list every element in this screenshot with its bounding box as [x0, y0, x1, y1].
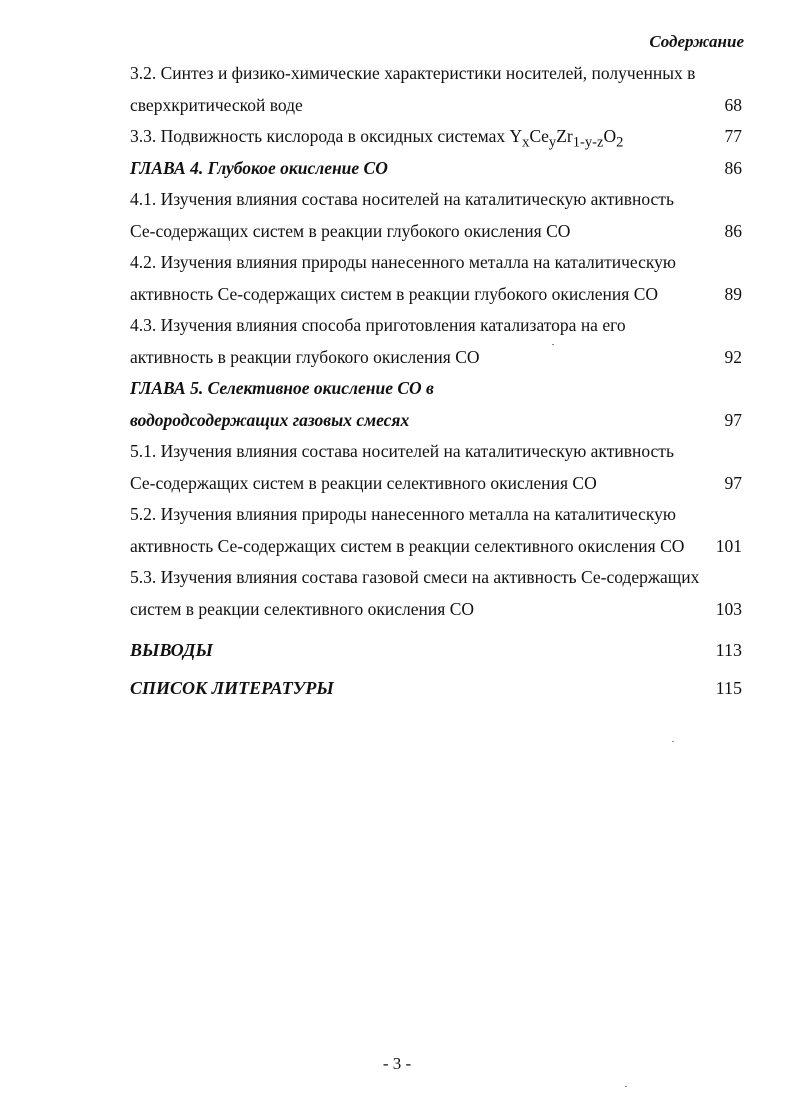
toc-entry-5-1-line1 [130, 436, 742, 468]
formula-ce: Ce [529, 126, 549, 146]
running-header: Содержание [649, 32, 744, 51]
formula-sub-x: x [522, 134, 530, 151]
scan-speck [552, 344, 554, 345]
toc-entry-5-2-line1 [130, 499, 742, 531]
toc-entry-text: активность Се-содержащих систем в реакции глубокого окисления СО [130, 283, 659, 304]
toc-entry-text: 5.1. Изучения влияния состава носителей на каталитическую активность [130, 441, 674, 461]
formula-sub-zr: 1-y-z [572, 134, 604, 151]
toc-entry-4-3-line1 [130, 310, 742, 342]
toc-references [130, 669, 742, 707]
toc-page-number: 103 [715, 598, 742, 619]
toc-chapter-5-line2 [130, 405, 742, 437]
toc-entry-3-2-line1 [130, 58, 742, 90]
toc-entry-3-3 [130, 121, 742, 153]
toc-entry-text: сверхкритической воде [130, 94, 303, 115]
toc-chapter-title: ГЛАВА 5. Селективное окисление СО в [130, 378, 434, 398]
toc-page-number: 101 [715, 535, 742, 556]
toc-entry-text: 5.3. Изучения влияния состава газовой смеси на активность Се-содержащих [130, 567, 700, 587]
toc-entry-4-2-line1 [130, 247, 742, 279]
toc-entry-text: 4.1. Изучения влияния состава носителей на каталитическую активность [130, 189, 674, 209]
toc-page-number: 97 [724, 472, 742, 493]
toc-page-number: 89 [724, 283, 742, 304]
toc-entry-text: активность Се-содержащих систем в реакции селективного окисления СО [130, 535, 685, 556]
scan-speck [625, 1086, 627, 1087]
toc-entry-prefix: 3.3. Подвижность кислорода в оксидных системах [130, 126, 510, 146]
toc-entry-text: активность в реакции глубокого окисления СО [130, 346, 480, 367]
toc-page-number: 115 [715, 678, 742, 698]
toc-entry-5-1-line2 [130, 468, 742, 500]
toc-entry-text: 5.2. Изучения влияния природы нанесенного металла на каталитическую [130, 504, 676, 524]
toc-chapter-title: ГЛАВА 4. Глубокое окисление СО [130, 157, 388, 178]
toc-page-number: 68 [724, 94, 742, 115]
toc-entry-text: систем в реакции селективного окисления СО [130, 598, 475, 619]
formula-sub-2: 2 [616, 134, 624, 151]
toc-entry-3-2-line2 [130, 90, 742, 122]
toc-entry-text: 3.2. Синтез и физико-химические характеристики носителей, полученных в [130, 63, 696, 83]
formula-o: O [603, 126, 617, 146]
toc-page-number: 77 [724, 126, 742, 146]
toc-entry-4-3-line2 [130, 342, 742, 374]
page-number: - 3 - [382, 1054, 412, 1073]
toc-page-number: 86 [724, 157, 742, 178]
toc-conclusions [130, 631, 742, 669]
toc-entry-text: Се-содержащих систем в реакции глубокого окисления СО [130, 220, 571, 241]
toc-entry-text: 4.3. Изучения влияния способа приготовления катализатора на его [130, 315, 626, 335]
toc-page-number: 113 [715, 640, 742, 660]
toc-entry-5-3-line1 [130, 562, 742, 594]
formula-y: Y [509, 126, 523, 146]
toc-entry-4-1-line1 [130, 184, 742, 216]
toc-chapter-5-line1 [130, 373, 742, 405]
toc-chapter-title: ВЫВОДЫ [130, 640, 213, 660]
toc-entry-4-2-line2 [130, 279, 742, 311]
toc-entry-4-1-line2 [130, 216, 742, 248]
toc-chapter-title: СПИСОК ЛИТЕРАТУРЫ [130, 678, 334, 698]
formula-zr: Zr [556, 126, 573, 146]
toc-page-number: 86 [724, 220, 742, 241]
scan-speck [672, 741, 674, 742]
toc-entry-5-2-line2 [130, 531, 742, 563]
table-of-contents [130, 58, 742, 707]
toc-chapter-title: водородсодержащих газовых смесях [130, 409, 410, 430]
toc-entry-text: Се-содержащих систем в реакции селективного окисления СО [130, 472, 597, 493]
toc-page-number: 97 [724, 409, 742, 430]
toc-page-number: 92 [724, 346, 742, 367]
toc-entry-text: 4.2. Изучения влияния природы нанесенного металла на каталитическую [130, 252, 676, 272]
toc-chapter-4 [130, 153, 742, 185]
toc-entry-5-3-line2 [130, 594, 742, 626]
formula-sub-y: y [548, 134, 557, 151]
